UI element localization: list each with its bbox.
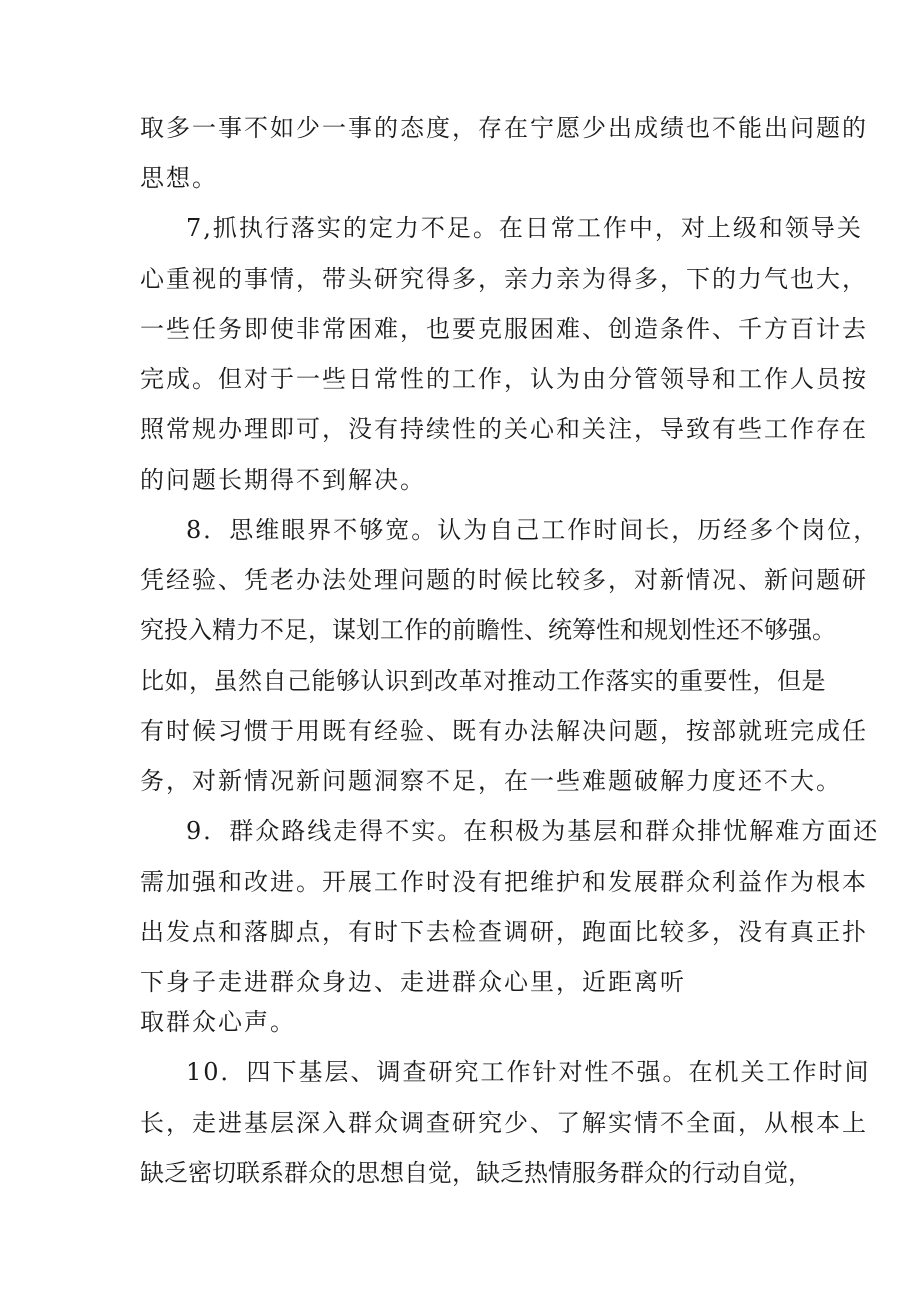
- text-line: 照常规办理即可，没有持续性的关心和关注，导致有些工作存在: [140, 415, 868, 443]
- text-line: 心重视的事情，带头研究得多，亲力亲为得多，下的力气也大，: [140, 265, 868, 293]
- text-line: 有时候习惯于用既有经验、既有办法解决问题，按部就班完成任: [140, 717, 868, 745]
- text-line: 完成。但对于一些日常性的工作，认为由分管领导和工作人员按: [140, 365, 868, 393]
- text-line: 长，走进基层深入群众调查研究少、了解实情不全面，从根本上: [140, 1109, 868, 1137]
- text-line: 的问题长期得不到解决。: [140, 466, 426, 494]
- paragraph-10-start: 10．四下基层、调查研究工作针对性不强。在机关工作时间: [186, 1058, 871, 1086]
- text-line: 下身子走进群众身边、走进群众心里，近距离听: [140, 968, 686, 996]
- text-line: 一些任务即使非常困难，也要克服困难、创造条件、千方百计去: [140, 315, 868, 343]
- text-line: 务，对新情况新问题洞察不足，在一些难题破解力度还不大。: [140, 767, 842, 795]
- text-line: 需加强和改进。开展工作时没有把维护和发展群众利益作为根本: [140, 868, 868, 896]
- text-line: 缺乏密切联系群众的思想自觉，缺乏热情服务群众的行动自觉，: [140, 1159, 812, 1187]
- paragraph-7-start: 7,抓执行落实的定力不足。在日常工作中，对上级和领导关: [186, 214, 863, 242]
- text-line: 凭经验、凭老办法处理问题的时候比较多，对新情况、新问题研: [140, 566, 868, 594]
- text-line: 比如，虽然自己能够认识到改革对推动工作落实的重要性，但是: [140, 667, 826, 695]
- text-line: 取多一事不如少一事的态度，存在宁愿少出成绩也不能出问题的: [140, 114, 868, 142]
- text-line: 究投入精力不足，谋划工作的前瞻性、统筹性和规划性还不够强。: [140, 616, 836, 644]
- text-line: 取群众心声。: [140, 1008, 296, 1036]
- paragraph-9-start: 9．群众路线走得不实。在积极为基层和群众排忧解难方面还: [186, 817, 880, 845]
- text-line: 思想。: [140, 164, 218, 192]
- paragraph-8-start: 8．思维眼界不够宽。认为自己工作时间长，历经多个岗位，: [186, 516, 880, 544]
- text-line: 出发点和落脚点，有时下去检查调研，跑面比较多，没有真正扑: [140, 918, 868, 946]
